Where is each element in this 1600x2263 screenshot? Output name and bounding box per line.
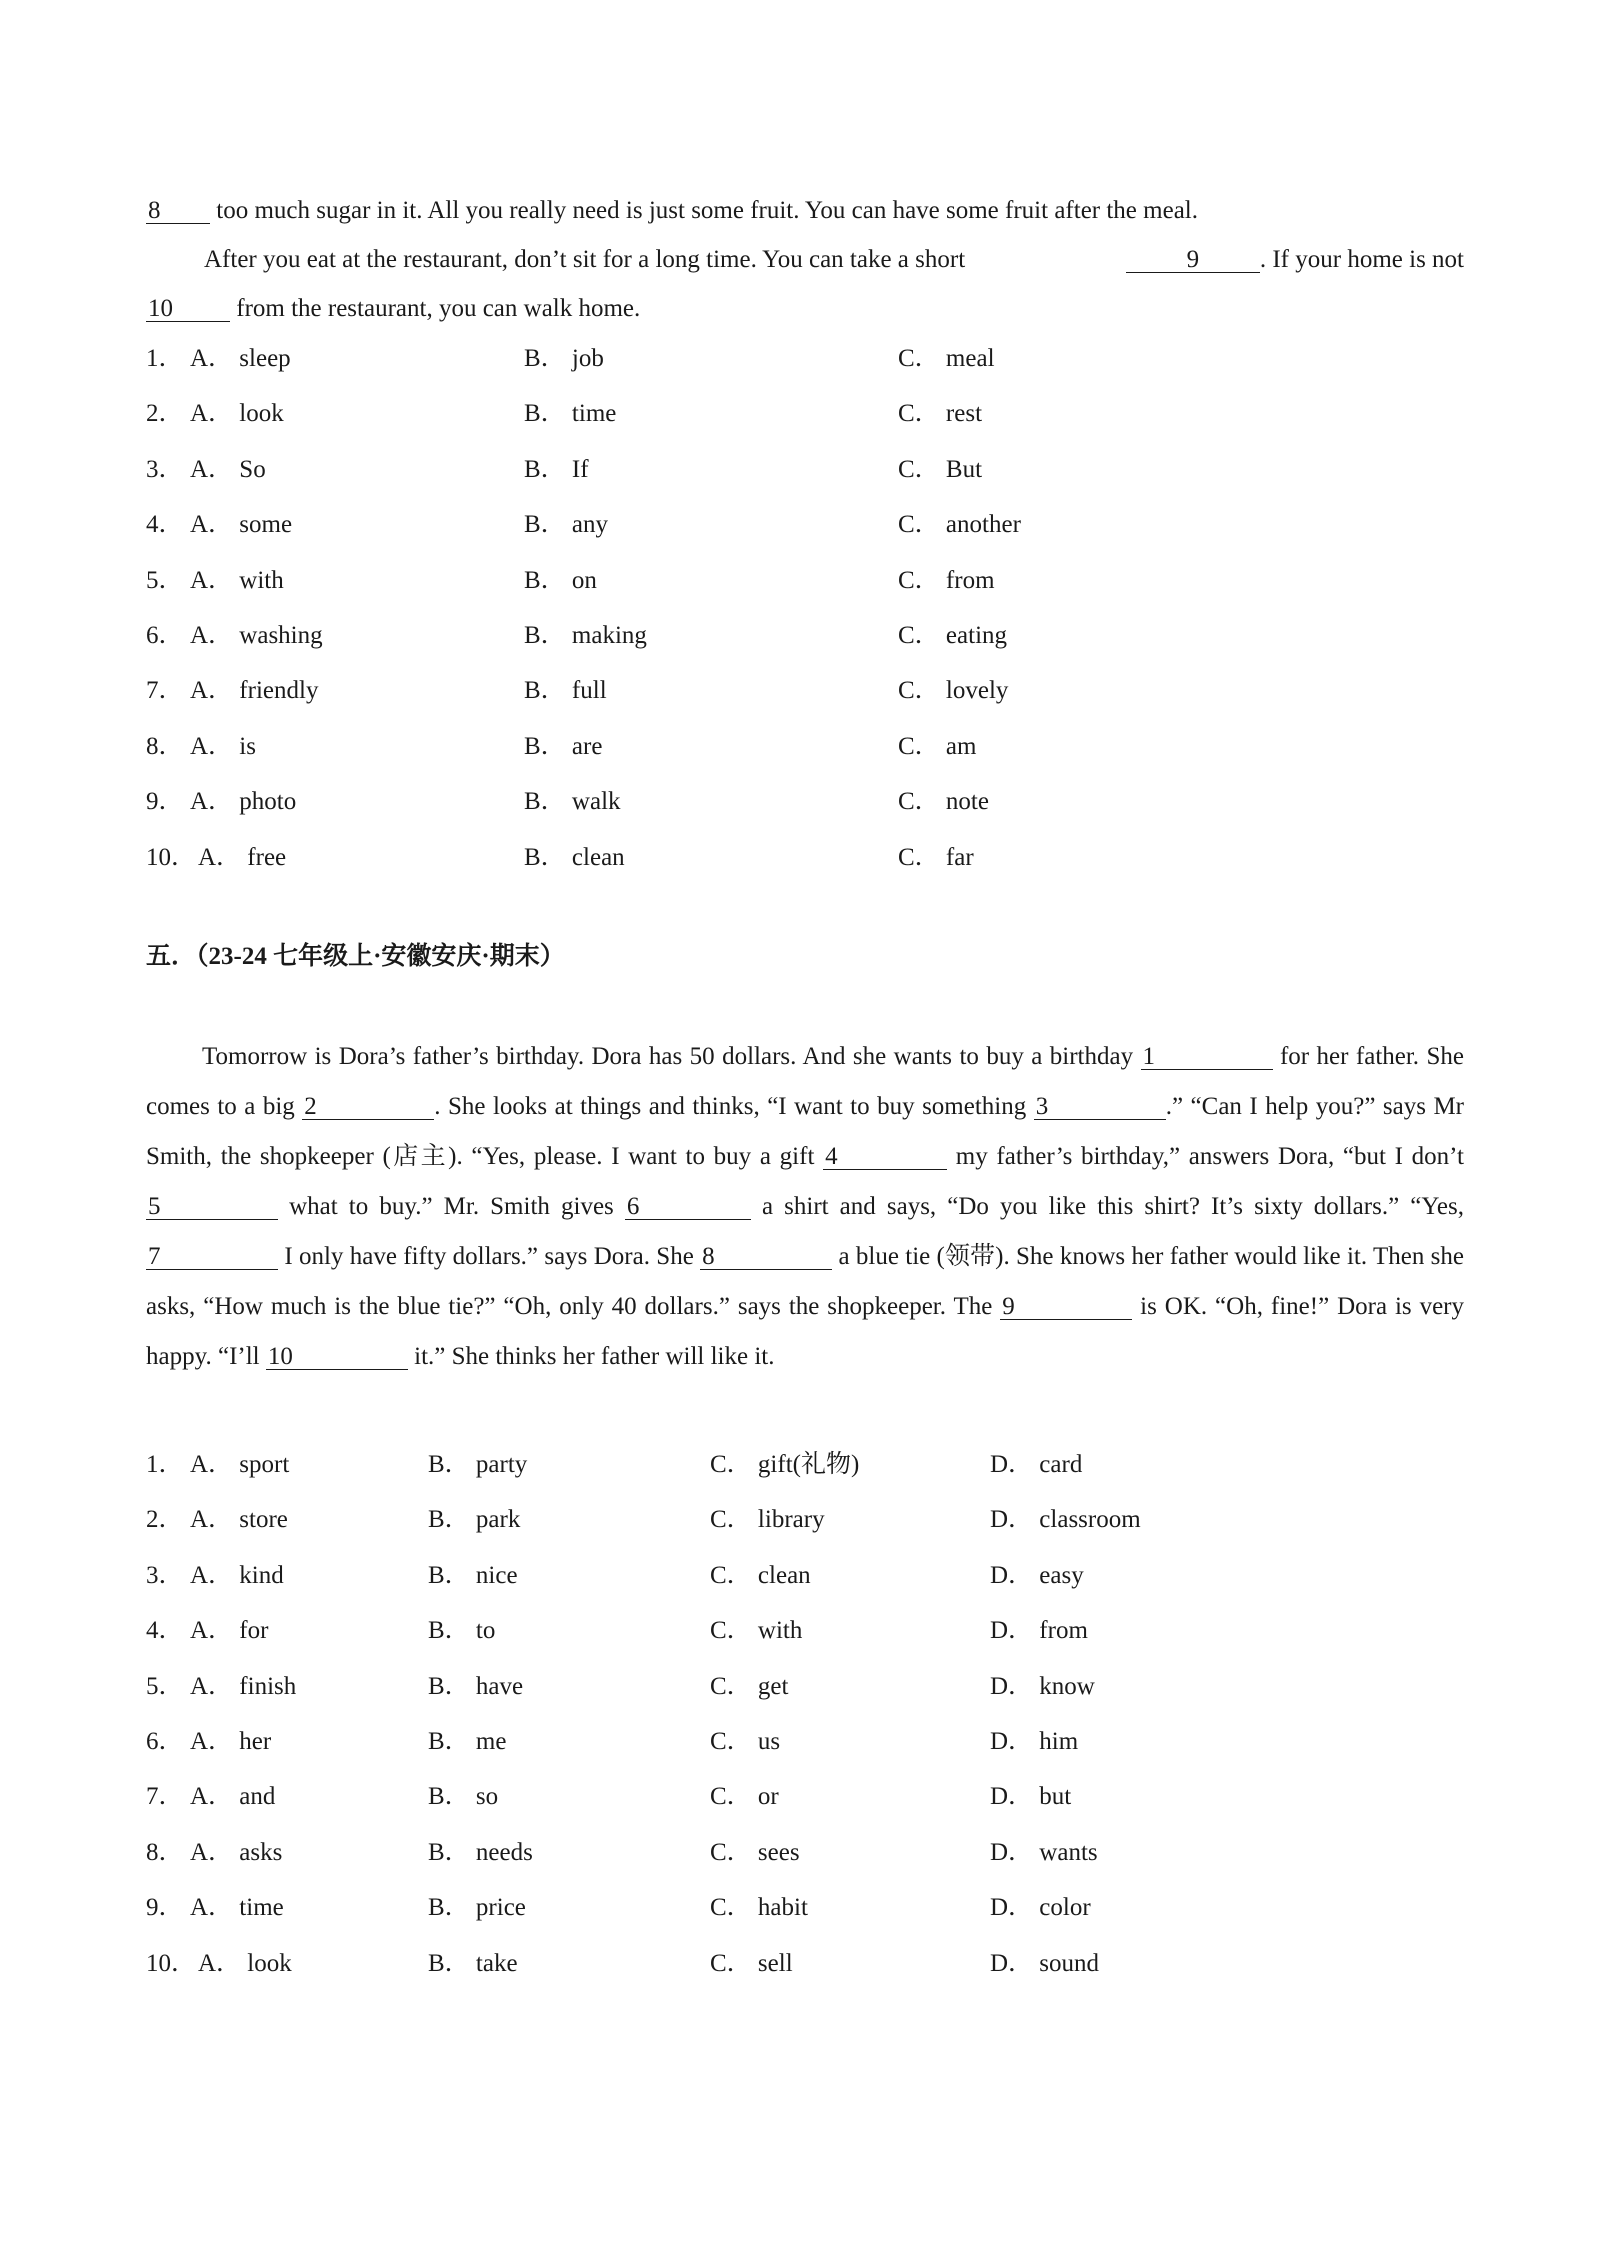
question-number: 10．	[146, 843, 197, 871]
option-d[interactable]: D． but	[990, 1783, 1072, 1811]
option-c[interactable]: C． sees	[710, 1838, 800, 1866]
question-number: 9．	[146, 1894, 184, 1922]
question-number: 1．	[146, 1451, 184, 1478]
option-c[interactable]: C． meal	[898, 345, 995, 372]
blank-9: 9	[1126, 248, 1260, 273]
question-number: 5．	[146, 1672, 184, 1700]
section-heading: 五．（23-24 七年级上·安徽安庆·期末）	[146, 943, 565, 970]
option-d[interactable]: D． classroom	[990, 1506, 1141, 1534]
option-b[interactable]: B． time	[524, 400, 617, 428]
option-a[interactable]: A． So	[190, 455, 266, 483]
option-c[interactable]: C． clean	[710, 1561, 811, 1589]
option-b[interactable]: B． so	[428, 1783, 499, 1811]
option-a[interactable]: A． friendly	[190, 677, 319, 705]
option-a[interactable]: A． look	[190, 400, 284, 428]
question-number: 7．	[146, 1783, 184, 1811]
option-b[interactable]: B． nice	[428, 1561, 518, 1589]
question-number: 2．	[146, 400, 184, 428]
option-c[interactable]: C． rest	[898, 400, 983, 428]
option-d[interactable]: D． know	[990, 1672, 1095, 1700]
option-b[interactable]: B． to	[428, 1617, 496, 1645]
option-b[interactable]: B． any	[524, 511, 609, 539]
option-b[interactable]: B． party	[428, 1451, 528, 1478]
option-b[interactable]: B． take	[428, 1949, 518, 1977]
blank-8: 8	[700, 1245, 832, 1270]
option-d[interactable]: D． color	[990, 1894, 1091, 1922]
option-c[interactable]: C． from	[898, 566, 995, 594]
option-b[interactable]: B． job	[524, 345, 604, 372]
option-d[interactable]: D． him	[990, 1728, 1079, 1755]
passage4-text: from the restaurant, you can walk home.	[230, 295, 641, 322]
passage4-line1	[146, 196, 1464, 226]
option-b[interactable]: B． me	[428, 1728, 507, 1755]
option-d[interactable]: D． wants	[990, 1838, 1098, 1866]
blank-6: 6	[625, 1195, 751, 1220]
option-c[interactable]: C． or	[710, 1783, 779, 1811]
option-a[interactable]: A． her	[190, 1728, 272, 1755]
option-d[interactable]: D． from	[990, 1617, 1088, 1645]
option-a[interactable]: A． asks	[190, 1838, 283, 1866]
question-number: 8．	[146, 1838, 184, 1866]
option-c[interactable]: C． But	[898, 455, 983, 483]
question-number: 1．	[146, 345, 184, 372]
option-c[interactable]: C． gift(礼物)	[710, 1451, 860, 1478]
option-b[interactable]: B． full	[524, 677, 607, 705]
question-number: 6．	[146, 622, 184, 649]
blank-10: 10	[266, 1345, 408, 1370]
blank-8: 8	[146, 199, 210, 224]
option-a[interactable]: A． with	[190, 566, 284, 594]
passage4-line2	[204, 245, 1464, 275]
question-number: 7．	[146, 677, 184, 705]
option-c[interactable]: C． am	[898, 732, 977, 760]
blank-1: 1	[1141, 1045, 1273, 1070]
option-d[interactable]: D． card	[990, 1451, 1083, 1478]
option-a[interactable]: A． free	[198, 843, 287, 871]
option-d[interactable]: D． sound	[990, 1949, 1100, 1977]
option-a[interactable]: A． is	[190, 732, 256, 760]
question-number: 3．	[146, 455, 184, 483]
blank-3: 3	[1034, 1095, 1166, 1120]
option-a[interactable]: A． finish	[190, 1672, 297, 1700]
question-number: 5．	[146, 566, 184, 594]
blank-7: 7	[146, 1245, 278, 1270]
option-d[interactable]: D． easy	[990, 1561, 1084, 1589]
option-c[interactable]: C． eating	[898, 622, 1008, 649]
blank-10: 10	[146, 297, 230, 322]
option-a[interactable]: A． some	[190, 511, 293, 539]
option-a[interactable]: A． store	[190, 1506, 288, 1534]
passage4-text: . If your home is not	[1259, 246, 1464, 273]
question-number: 6．	[146, 1728, 184, 1755]
option-c[interactable]: C． get	[710, 1672, 789, 1700]
option-c[interactable]: C． note	[898, 788, 989, 816]
option-a[interactable]: A． and	[190, 1783, 276, 1811]
option-b[interactable]: B． have	[428, 1672, 524, 1700]
option-b[interactable]: B． walk	[524, 788, 621, 816]
question-number: 4．	[146, 511, 184, 539]
option-b[interactable]: B． needs	[428, 1838, 533, 1866]
passage4-line3	[146, 294, 1464, 324]
option-b[interactable]: B． If	[524, 455, 589, 483]
option-a[interactable]: A． look	[198, 1949, 292, 1977]
passage5: Tomorrow is Dora’s father’s birthday. Dora has 50 dollars. And she wants to buy a birthday 1 for her father. She comes to a big 2 . She looks at things and thinks, “I want to buy something 3 .” “Can I help you?” says Mr Smith, the shopkeeper (店主). “Yes, please. I want to buy a gift 4 my father’s birthday,” answers Dora, “but I don’t 5 what to buy.” Mr. Smith gives 6 a shirt and says, “Do you like this shirt? It’s sixty dollars.” “Yes, 7 I only have fifty dollars.” says Dora. She 8 a blue tie (领带). She knows her father would like it. Then she asks, “How much is the blue tie?” “Oh, only 40 dollars.” says the shopkeeper. The 9 is OK. “Oh, fine!” Dora is very happy. “I’ll 10 it.” She thinks her father will like it.	[146, 1043, 1465, 1370]
question-number: 10．	[146, 1949, 197, 1977]
blank-5: 5	[146, 1195, 278, 1220]
option-a[interactable]: A． washing	[190, 622, 323, 649]
option-a[interactable]: A． photo	[190, 788, 297, 816]
option-c[interactable]: C． us	[710, 1728, 781, 1755]
option-a[interactable]: A． sleep	[190, 345, 291, 372]
passage4-text: too much sugar in it. All you really need is just some fruit. You can have some fruit after the meal.	[210, 197, 1198, 224]
option-c[interactable]: C． with	[710, 1617, 803, 1645]
option-a[interactable]: A． for	[190, 1617, 269, 1645]
option-c[interactable]: C． far	[898, 843, 974, 871]
option-b[interactable]: B． price	[428, 1894, 526, 1922]
question-number: 3．	[146, 1561, 184, 1589]
option-b[interactable]: B． on	[524, 566, 597, 594]
option-b[interactable]: B． are	[524, 732, 603, 760]
option-b[interactable]: B． park	[428, 1506, 521, 1534]
blank-4: 4	[823, 1145, 947, 1170]
option-c[interactable]: C． lovely	[898, 677, 1009, 705]
option-c[interactable]: C． library	[710, 1506, 825, 1534]
option-c[interactable]: C． sell	[710, 1949, 793, 1977]
blank-9: 9	[1000, 1295, 1132, 1320]
option-a[interactable]: A． kind	[190, 1561, 284, 1589]
option-b[interactable]: B． clean	[524, 843, 625, 871]
option-c[interactable]: C． another	[898, 511, 1021, 539]
blank-2: 2	[302, 1095, 434, 1120]
option-c[interactable]: C． habit	[710, 1894, 808, 1922]
passage4-text: After you eat at the restaurant, don’t sit for a long time. You can take a short	[204, 246, 966, 273]
question-number: 2．	[146, 1506, 184, 1534]
question-number: 8．	[146, 732, 184, 760]
question-number: 4．	[146, 1617, 184, 1645]
option-a[interactable]: A． sport	[190, 1451, 290, 1478]
option-b[interactable]: B． making	[524, 622, 647, 649]
question-number: 9．	[146, 788, 184, 816]
option-a[interactable]: A． time	[190, 1894, 284, 1922]
